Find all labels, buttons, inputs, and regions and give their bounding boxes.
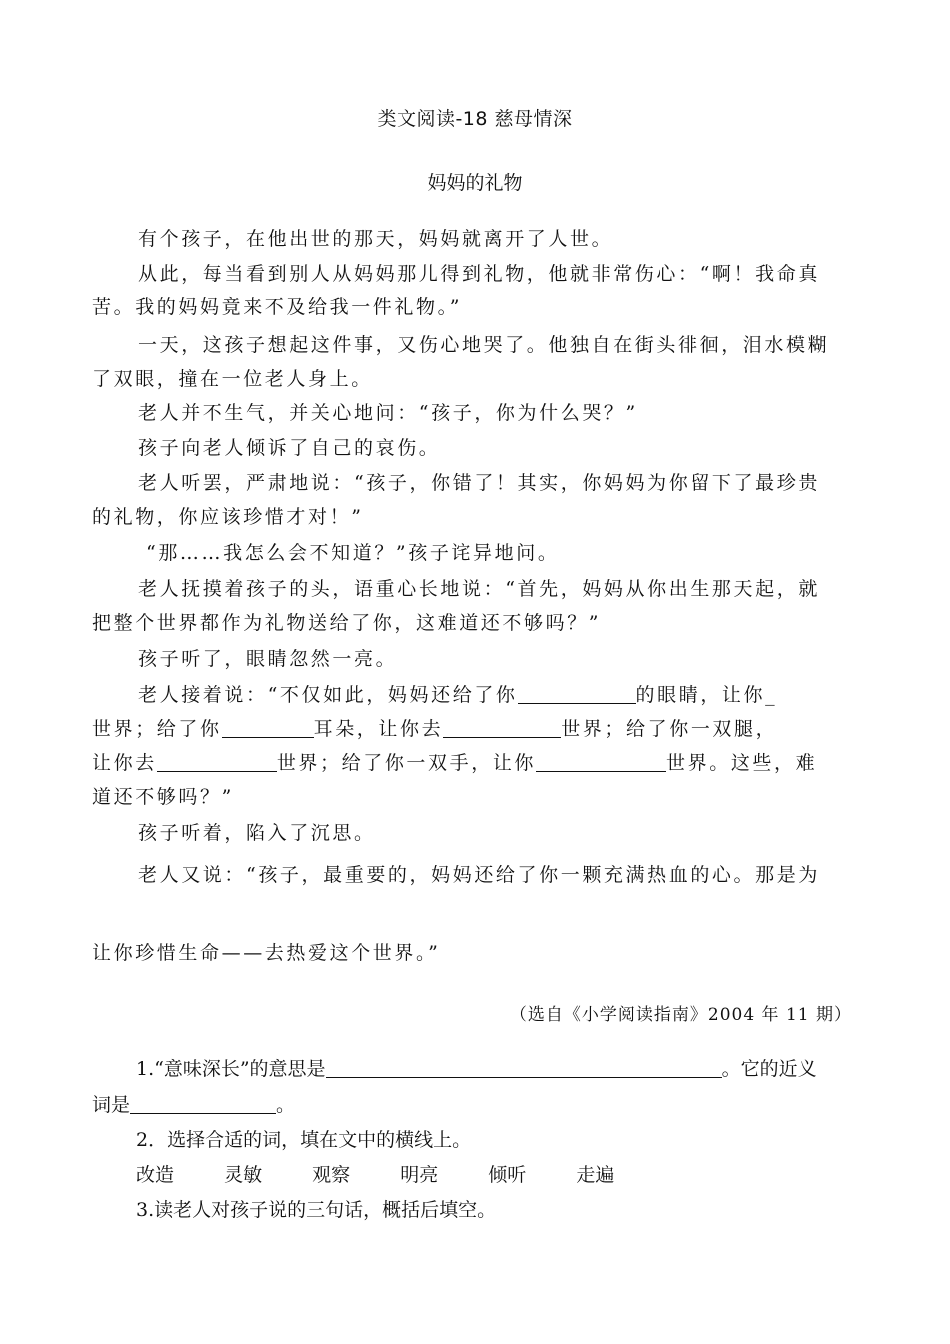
paragraph-2-line-1: 从此，每当看到别人从妈妈那儿得到礼物，他就非常伤心：“啊！我命真 [138, 263, 820, 285]
word-option: 改造 [136, 1164, 175, 1186]
question-1-text-4: 。 [276, 1094, 296, 1116]
page-title: 类文阅读-18 慈母情深 [377, 108, 573, 130]
paragraph-6-line-2: 的礼物，你应该珍惜才对！” [92, 506, 364, 528]
word-option: 走遍 [576, 1164, 615, 1186]
paragraph-12-line-1: 老人又说：“孩子，最重要的，妈妈还给了你一颗充满热血的心。那是为 [138, 864, 820, 886]
paragraph-10-text-1: 老人接着说：“不仅如此，妈妈还给了你 [138, 684, 518, 706]
paragraph-10-text-5: 世界；给了你一双腿， [561, 718, 778, 740]
word-option: 观察 [312, 1164, 351, 1186]
paragraph-3-line-2: 了双眼，撞在一位老人身上。 [92, 368, 373, 390]
paragraph-10-line-3 [92, 748, 817, 775]
paragraph-10-text-4: 耳朵，让你去 [313, 718, 444, 740]
source-citation: （选自《小学阅读指南》2004 年 11 期） [509, 1005, 852, 1025]
paragraph-6-line-1: 老人听罢，严肃地说：“孩子，你错了！其实，你妈妈为你留下了最珍贵 [138, 472, 820, 494]
question-1-line-2 [92, 1090, 295, 1117]
answer-blank-q1-synonym[interactable] [130, 1093, 276, 1114]
paragraph-10-line-1 [92, 680, 777, 707]
paragraph-7: “那……我怎么会不知道？”孩子诧异地问。 [146, 542, 560, 564]
paragraph-8-line-1: 老人抚摸着孩子的头，语重心长地说：“首先，妈妈从你出生那天起，就 [138, 578, 820, 600]
paragraph-10-text-3: 世界；给了你 [92, 718, 222, 740]
paragraph-10-text-6: 让你去 [92, 752, 157, 774]
word-option: 倾听 [488, 1164, 527, 1186]
paragraph-10-line-2 [92, 714, 777, 741]
word-option: 明亮 [400, 1164, 439, 1186]
paragraph-9: 孩子听了，眼睛忽然一亮。 [138, 648, 398, 670]
word-option: 灵敏 [224, 1164, 263, 1186]
answer-blank-q1-meaning[interactable] [326, 1057, 722, 1078]
question-1-line-1 [136, 1054, 817, 1081]
fill-blank-3[interactable] [443, 717, 561, 738]
fill-blank-2[interactable] [222, 717, 314, 738]
paragraph-2-line-2: 苦。我的妈妈竟来不及给我一件礼物。” [92, 296, 463, 318]
paragraph-10-line-4: 道还不够吗？” [92, 786, 234, 808]
paragraph-1: 有个孩子，在他出世的那天，妈妈就离开了人世。 [138, 228, 614, 250]
paragraph-5: 孩子向老人倾诉了自己的哀伤。 [138, 437, 441, 459]
fill-blank-5[interactable] [536, 751, 666, 772]
question-2: 2．选择合适的词，填在文中的横线上。 [136, 1129, 472, 1151]
paragraph-12-line-2: 让你珍惜生命——去热爱这个世界。” [92, 942, 441, 964]
fill-blank-4[interactable] [157, 751, 277, 772]
question-1-text-2: 。它的近义 [721, 1058, 817, 1080]
question-1-text-3: 词是 [92, 1094, 131, 1116]
question-3: 3.读老人对孩子说的三句话，概括后填空。 [136, 1199, 497, 1221]
paragraph-10-text-7: 世界；给了你一双手，让你 [276, 752, 537, 774]
passage-title: 妈妈的礼物 [427, 172, 523, 194]
paragraph-10-text-2: 的眼睛，让你_ [635, 684, 778, 706]
word-bank [136, 1160, 658, 1187]
question-1-text-1: 1.“意味深长”的意思是 [136, 1058, 326, 1080]
fill-blank-1[interactable] [518, 683, 636, 704]
paragraph-4: 老人并不生气，并关心地问：“孩子，你为什么哭？” [138, 402, 638, 424]
paragraph-8-line-2: 把整个世界都作为礼物送给了你，这难道还不够吗？” [92, 612, 602, 634]
paragraph-10-text-8: 世界。这些，难 [666, 752, 818, 774]
paragraph-11: 孩子听着，陷入了沉思。 [138, 822, 376, 844]
paragraph-3-line-1: 一天，这孩子想起这件事，又伤心地哭了。他独自在街头徘徊，泪水模糊 [138, 334, 830, 356]
